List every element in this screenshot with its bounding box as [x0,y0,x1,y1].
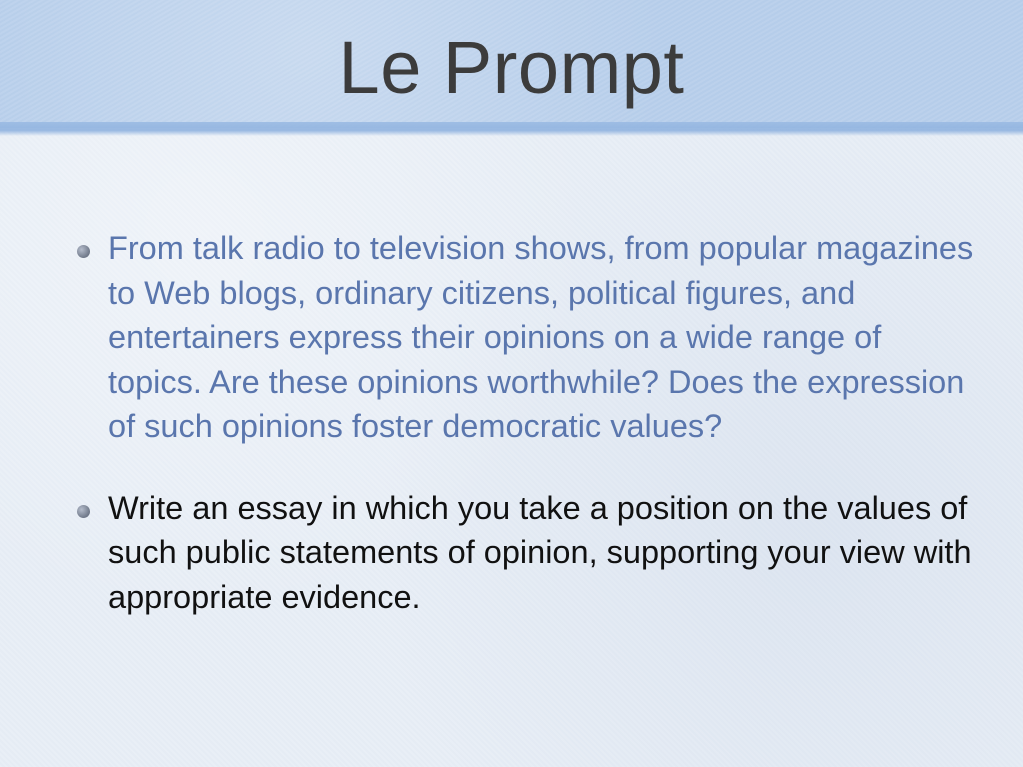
bullet-text: From talk radio to television shows, from popular magazines to Web blogs, ordinary citizens, political figures, and entertainers express their opinions on a wide range of topics. Are these opinions worthwhile? Does the expression of such opinions foster democratic values? [108,230,974,444]
bullet-item-essay-instruction [74,486,974,620]
bullet-item-prompt-context [74,226,974,449]
bullet-dot-icon [77,245,90,258]
bullet-list [74,226,974,619]
slide-title: Le Prompt [338,26,685,109]
title-band-edge [0,122,1023,136]
bullet-text: Write an essay in which you take a position on the values of such public statements of opinion, supporting your view with appropriate evidence. [108,489,972,615]
bullet-dot-icon [77,505,90,518]
